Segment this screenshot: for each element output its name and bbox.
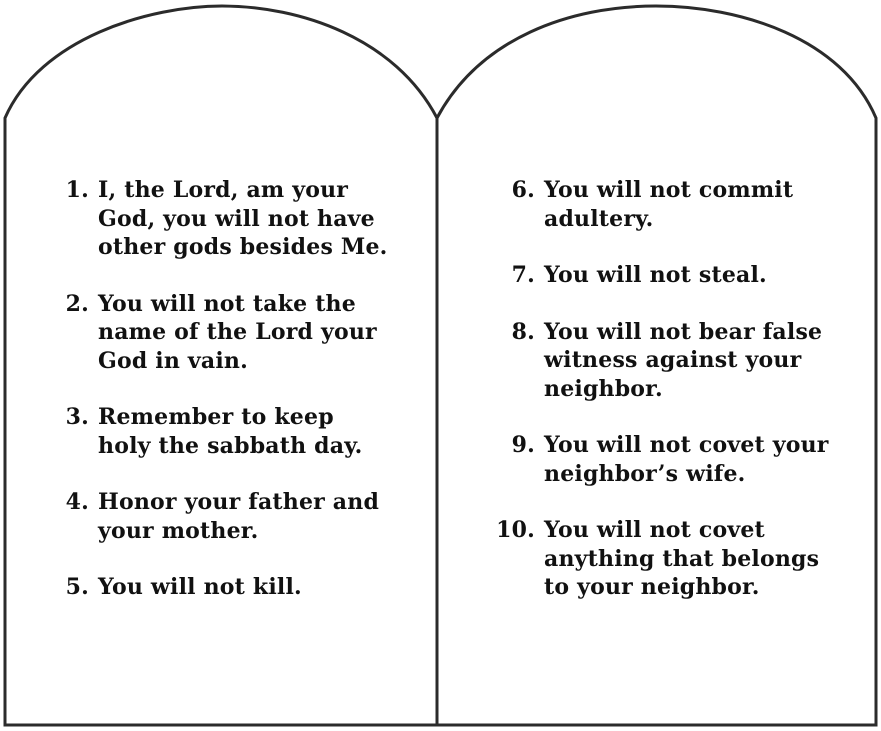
commandment-5 <box>48 573 393 602</box>
commandment-3 <box>48 403 393 460</box>
commandment-text: Honor your father and your mother. <box>98 489 380 544</box>
commandment-number: 3. <box>65 404 89 430</box>
commandment-4 <box>48 488 393 545</box>
commandment-6 <box>494 176 839 233</box>
commandment-text: I, the Lord, am your God, you will not have other gods besides Me. <box>98 177 388 260</box>
commandment-number: 1. <box>65 177 89 203</box>
commandment-text: Remember to keep holy the sabbath day. <box>98 404 363 459</box>
commandment-text: You will not bear false witness against your neighbor. <box>544 318 823 402</box>
commandment-number: 8. <box>511 318 535 345</box>
commandment-10 <box>494 516 839 602</box>
commandment-text: You will not covet your neighbor’s wife. <box>544 432 829 487</box>
commandment-1 <box>48 176 393 262</box>
commandment-text: You will not take the name of the Lord your God in vain. <box>98 290 377 374</box>
commandment-number: 6. <box>511 177 535 203</box>
commandment-number: 4. <box>65 489 89 515</box>
left-tablet-commandments <box>48 176 393 602</box>
commandment-8 <box>494 318 839 404</box>
commandment-text: You will not covet anything that belongs to your neighbor. <box>544 517 820 600</box>
commandment-7 <box>494 261 839 290</box>
commandment-number: 7. <box>511 262 535 288</box>
commandment-9 <box>494 431 839 488</box>
commandment-number: 5. <box>65 574 89 600</box>
commandment-text: You will not kill. <box>98 574 302 600</box>
commandment-2 <box>48 290 393 376</box>
commandment-number: 2. <box>65 290 89 317</box>
commandment-number: 10. <box>496 517 535 543</box>
commandment-text: You will not commit adultery. <box>544 177 794 232</box>
commandment-text: You will not steal. <box>544 262 767 288</box>
right-tablet-commandments <box>494 176 839 602</box>
commandment-number: 9. <box>511 432 535 458</box>
